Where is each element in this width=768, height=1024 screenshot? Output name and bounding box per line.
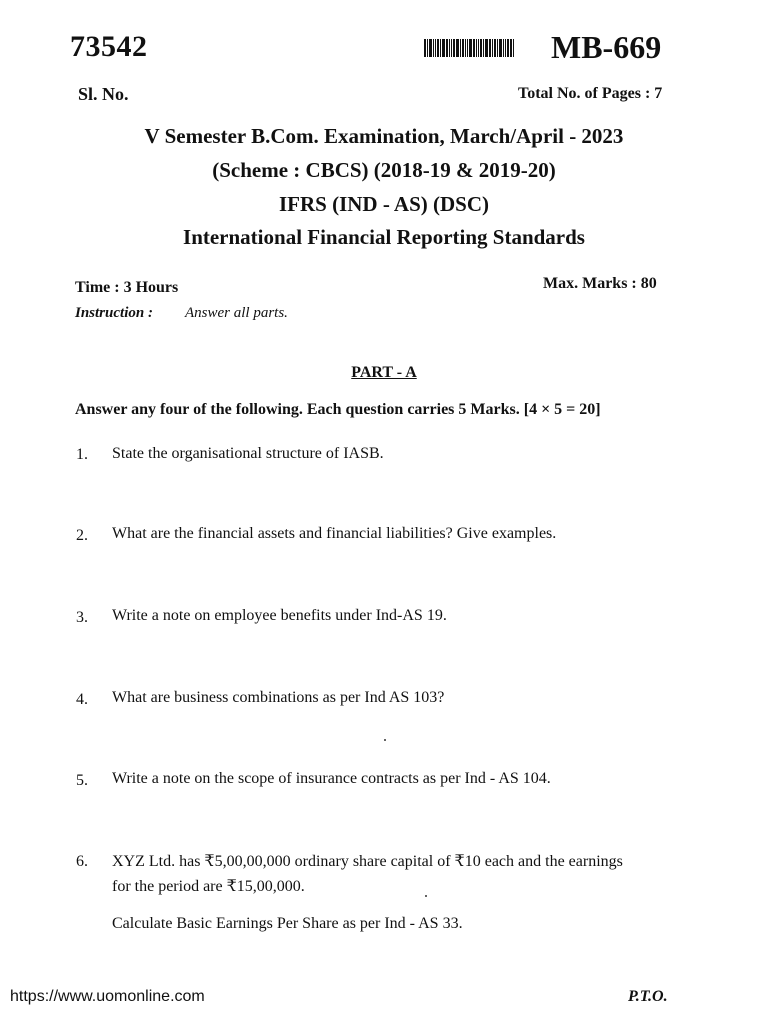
please-turn-over: P.T.O.: [628, 988, 668, 1005]
question-text: Write a note on the scope of insurance contracts as per Ind - AS 104.: [112, 770, 551, 787]
paper-code: 73542: [70, 30, 148, 63]
course-title: International Financial Reporting Standards: [183, 225, 585, 249]
part-heading: PART - A: [351, 364, 417, 381]
question-text: State the organisational structure of IASB.: [112, 445, 384, 462]
question-number: 4.: [76, 691, 88, 708]
question-number: 3.: [76, 609, 88, 626]
question-number: 1.: [76, 446, 88, 463]
question-number: 6.: [76, 853, 88, 870]
source-url: https://www.uomonline.com: [10, 988, 205, 1005]
question-text-continued: for the period are ₹15,00,000.: [112, 878, 305, 895]
question-text: XYZ Ltd. has ₹5,00,00,000 ordinary share capital of ₹10 each and the earnings: [112, 853, 623, 870]
barcode: [424, 39, 524, 57]
total-pages: Total No. of Pages : 7: [518, 85, 663, 102]
time-allowed: Time : 3 Hours: [75, 279, 179, 296]
question-text: What are business combinations as per Ind AS 103?: [112, 689, 445, 706]
question-text: Write a note on employee benefits under Ind-AS 19.: [112, 607, 447, 624]
question-text: What are the financial assets and financial liabilities? Give examples.: [112, 525, 557, 542]
max-marks: Max. Marks : 80: [543, 275, 657, 292]
course-code-line: IFRS (IND - AS) (DSC): [278, 192, 489, 216]
instruction-label: Instruction :: [75, 305, 153, 321]
part-directive: Answer any four of the following. Each question carries 5 Marks. [4 × 5 = 20]: [75, 401, 601, 418]
question-subpart: Calculate Basic Earnings Per Share as per Ind - AS 33.: [112, 915, 463, 932]
scan-speck: [425, 895, 427, 897]
scan-speck: [384, 739, 386, 741]
subject-code: MB-669: [551, 29, 662, 65]
exam-title: V Semester B.Com. Examination, March/April - 2023: [144, 124, 624, 148]
question-number: 5.: [76, 772, 88, 789]
scheme-line: (Scheme : CBCS) (2018-19 & 2019-20): [212, 158, 556, 182]
instruction-text: Answer all parts.: [185, 305, 288, 321]
question-number: 2.: [76, 527, 88, 544]
serial-number-label: Sl. No.: [78, 84, 129, 104]
